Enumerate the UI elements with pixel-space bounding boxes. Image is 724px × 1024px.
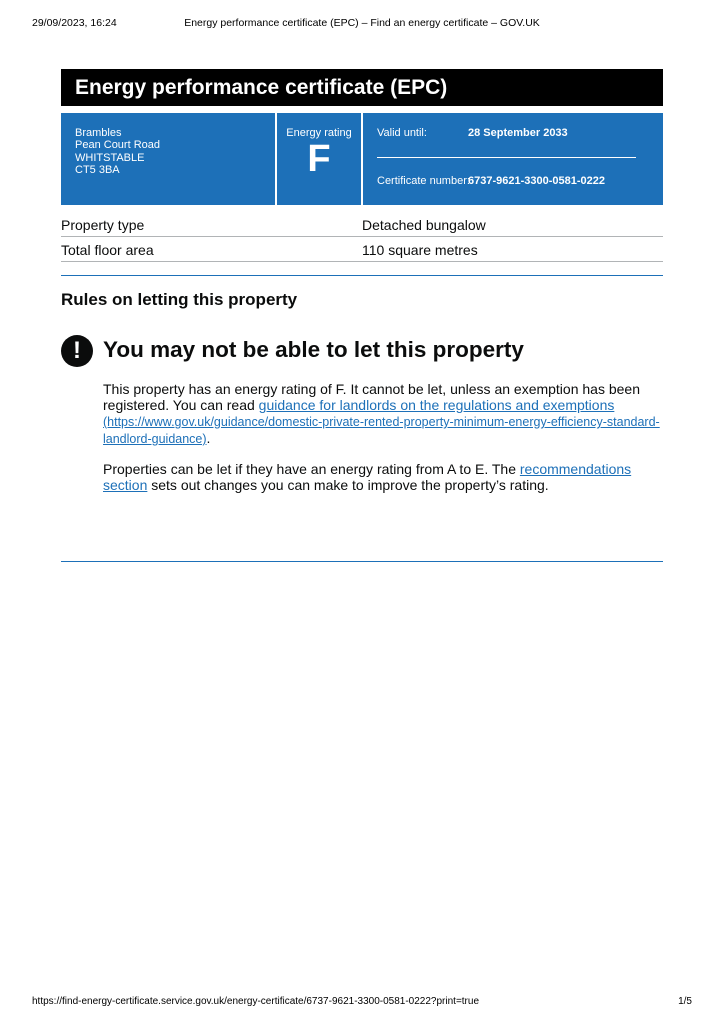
- print-url: https://find-energy-certificate.service.gov.uk/energy-certificate/6737-9621-3300-0581-0222?print=true: [32, 996, 480, 1007]
- paragraph-text: This property has an energy rating of F. It cannot be let, unless an exemption has been registered. You can read: [103, 381, 640, 413]
- warning-icon: !: [61, 335, 93, 367]
- letting-paragraph: [103, 381, 663, 447]
- recommendations-link[interactable]: recommendations section: [103, 461, 632, 493]
- print-document-title: Energy performance certificate (EPC) – Find an energy certificate – GOV.UK: [184, 17, 540, 29]
- paragraph-end: sets out changes you can make to improve the property’s rating.: [147, 477, 549, 493]
- property-row-key: Property type: [61, 217, 145, 233]
- warning-heading: You may not be able to let this property: [103, 337, 524, 362]
- landlord-guidance-link[interactable]: guidance for landlords on the regulations and exemptions: [258, 397, 615, 413]
- page-number: 1/5: [678, 996, 692, 1007]
- address-line: WHITSTABLE: [75, 151, 145, 164]
- section-heading: Rules on letting this property: [61, 290, 298, 309]
- paragraph-end: .: [206, 430, 211, 446]
- epc-summary-panel: [61, 113, 663, 205]
- section-divider: [61, 561, 663, 562]
- energy-rating-label: Energy rating: [286, 127, 352, 139]
- paragraph-text: Properties can be let if they have an energy rating from A to E. The: [103, 461, 520, 477]
- energy-rating-letter: F: [307, 138, 331, 180]
- address-line: Pean Court Road: [75, 139, 160, 152]
- certificate-number-value: 6737-9621-3300-0581-0222: [468, 175, 606, 187]
- property-row-value: 110 square metres: [362, 242, 478, 258]
- valid-until-label: Valid until:: [377, 127, 427, 139]
- property-row: [61, 212, 663, 237]
- property-row-key: Total floor area: [61, 242, 154, 258]
- property-address: [61, 113, 275, 205]
- energy-rating-box: [277, 113, 361, 205]
- divider: [377, 157, 636, 158]
- print-header: [32, 17, 692, 31]
- address-line: Brambles: [75, 127, 122, 139]
- landlord-guidance-url[interactable]: (https://www.gov.uk/guidance/domestic-private-rented-property-minimum-energy-efficiency-standard-landlord-guidance): [103, 415, 660, 446]
- property-row: [61, 237, 663, 262]
- page-title: Energy performance certificate (EPC): [61, 69, 663, 106]
- valid-until-value: 28 September 2033: [468, 127, 568, 139]
- certificate-details: [363, 113, 663, 205]
- property-row-value: Detached bungalow: [362, 217, 486, 233]
- address-line: CT5 3BA: [75, 163, 120, 176]
- property-summary-list: [61, 212, 663, 262]
- section-divider: [61, 275, 663, 276]
- print-date: 29/09/2023, 16:24: [32, 17, 117, 29]
- print-footer: [32, 996, 692, 1010]
- letting-paragraph: [103, 461, 663, 493]
- certificate-number-label: Certificate number:: [377, 175, 470, 187]
